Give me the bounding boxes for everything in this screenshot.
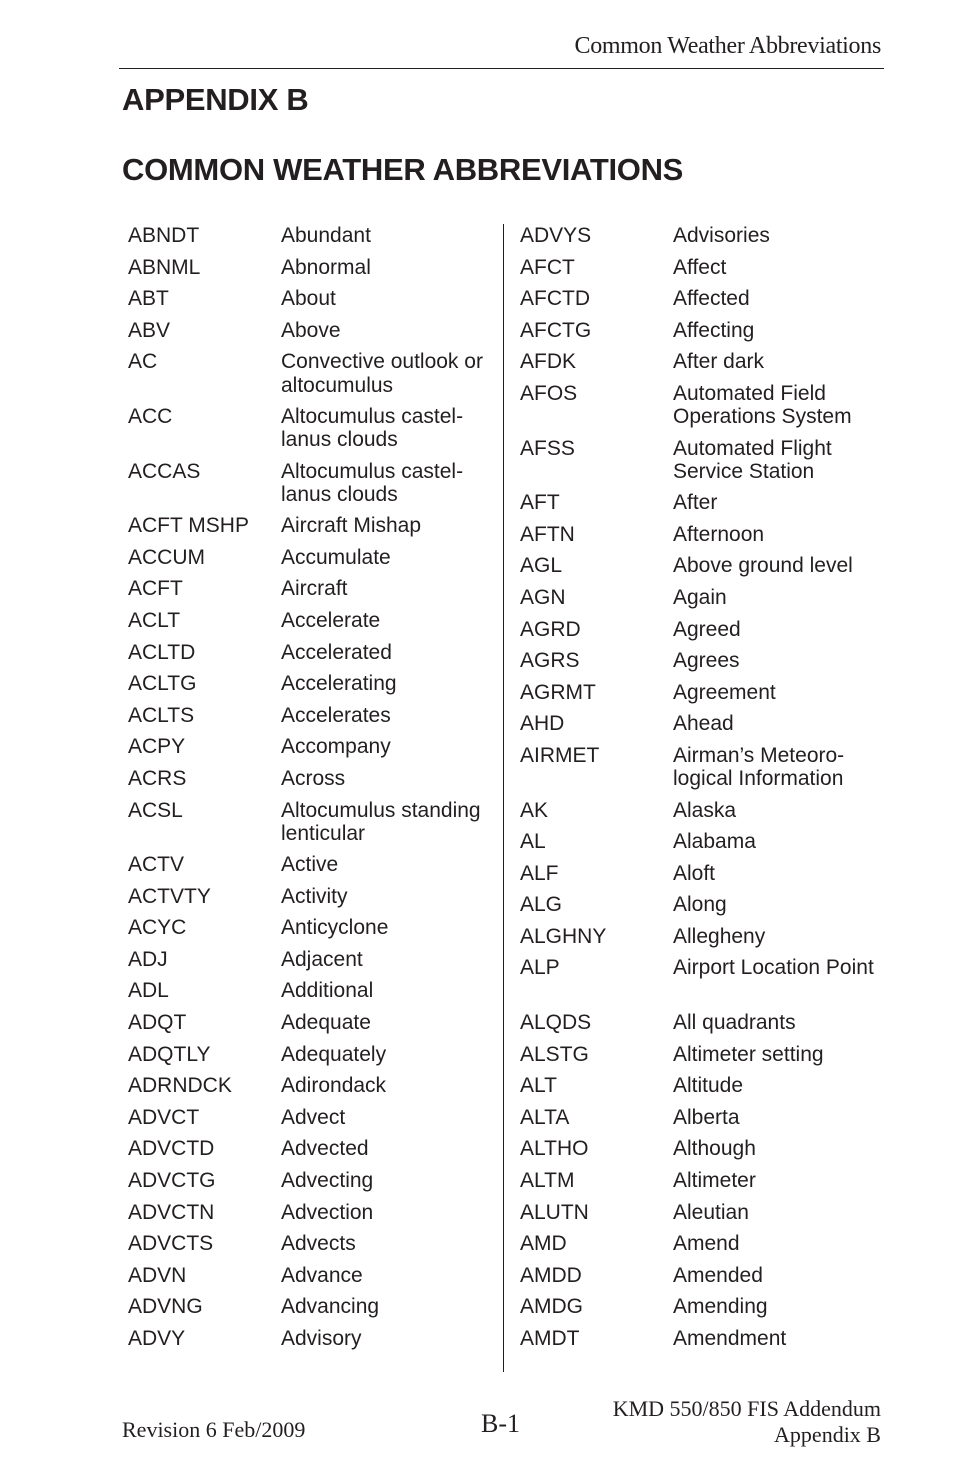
abbreviation-entry	[520, 1137, 880, 1169]
abbreviation: ADVY	[128, 1327, 186, 1350]
abbreviation: ADVYS	[520, 224, 592, 247]
abbreviation-meaning: Accelerates	[281, 703, 391, 727]
abbreviation-entry	[128, 916, 488, 948]
abbreviation-meaning: Amend	[673, 1232, 740, 1256]
abbreviation: ADVCT	[128, 1105, 200, 1129]
abbreviation: ALQDS	[520, 1011, 592, 1035]
abbreviation: AGL	[520, 554, 563, 578]
abbreviation-meaning: Accumulate	[281, 545, 391, 569]
abbreviation-entry	[520, 956, 880, 1011]
abbreviation-entry	[520, 681, 880, 713]
abbreviation-meaning: Afternoon	[673, 522, 765, 546]
abbreviation: ABT	[128, 287, 169, 311]
abbreviation-entry	[520, 1169, 880, 1201]
abbreviation: ALG	[520, 893, 563, 917]
abbreviation-meaning: Across	[281, 766, 346, 790]
abbreviation-meaning: Adjacent	[281, 947, 363, 971]
abbreviation-entry	[128, 1327, 488, 1359]
abbreviation-meaning: Aloft	[673, 861, 716, 885]
abbreviation-entry	[128, 1232, 488, 1264]
abbreviation-meaning: Advects	[281, 1232, 356, 1256]
abbreviation-entry	[520, 437, 880, 492]
abbreviation-entry	[520, 1074, 880, 1106]
abbreviation: ACRS	[128, 766, 187, 790]
abbreviation: AGN	[520, 585, 566, 609]
abbreviation-meaning: Alberta	[673, 1105, 740, 1129]
abbreviation-entry	[128, 853, 488, 885]
abbreviation-meaning: Advancing	[281, 1295, 380, 1319]
abbreviation: ACCUM	[128, 545, 205, 569]
revision-label: Revision 6 Feb/2009	[122, 1417, 306, 1442]
abbreviation-meaning: Although	[673, 1137, 756, 1161]
abbreviation-entry	[128, 885, 488, 917]
abbreviation-meaning: Advisories	[673, 224, 770, 247]
abbreviation-entry	[520, 256, 880, 288]
abbreviation: AFTN	[520, 522, 575, 546]
abbreviation-meaning: Advisory	[281, 1327, 362, 1350]
abbreviation-meaning: Accelerate	[281, 608, 381, 632]
abbreviation-entry	[128, 224, 488, 256]
abbreviation-entry	[128, 609, 488, 641]
abbreviation: ADVCTN	[128, 1200, 215, 1224]
abbreviation: ALF	[520, 861, 559, 885]
abbreviation-column-right	[520, 224, 880, 1359]
abbreviation: ACTV	[128, 853, 185, 877]
abbreviation-meaning: After dark	[673, 350, 765, 374]
abbreviation-entry	[128, 1264, 488, 1296]
abbreviation-entry	[520, 799, 880, 831]
abbreviation: AFCTD	[520, 287, 590, 311]
abbreviation-meaning: After	[673, 491, 718, 515]
abbreviation: AL	[520, 830, 546, 854]
abbreviation: ADQTLY	[128, 1042, 211, 1066]
abbreviation-entry	[128, 1043, 488, 1075]
abbreviation: ABNDT	[128, 224, 200, 247]
abbreviation-entry	[520, 862, 880, 894]
abbreviation-meaning: Anticyclone	[281, 916, 389, 940]
abbreviation: ACLT	[128, 608, 181, 632]
abbreviation-meaning: Adequately	[281, 1042, 387, 1066]
abbreviation-meaning: Automated Flight Service Station	[673, 436, 832, 484]
abbreviation: AMDD	[520, 1263, 582, 1287]
abbreviation: ADL	[128, 979, 169, 1003]
document-subtitle-line: Appendix B	[774, 1422, 881, 1447]
abbreviation-entry	[128, 767, 488, 799]
abbreviation-meaning: Abnormal	[281, 255, 371, 279]
abbreviation-entry	[520, 1264, 880, 1296]
abbreviation-entry	[520, 1295, 880, 1327]
abbreviation-entry	[128, 672, 488, 704]
abbreviation-entry	[520, 830, 880, 862]
abbreviation-entry	[128, 1201, 488, 1233]
abbreviation-meaning: Ahead	[673, 712, 734, 736]
abbreviation: AHD	[520, 712, 565, 736]
abbreviation-entry	[128, 1106, 488, 1138]
abbreviation-meaning: Agreement	[673, 680, 776, 704]
abbreviation-meaning: Amending	[673, 1295, 768, 1319]
abbreviation-meaning: All quadrants	[673, 1011, 796, 1035]
abbreviation-meaning: About	[281, 287, 336, 311]
abbreviation-meaning: Altimeter	[673, 1169, 756, 1193]
abbreviation-meaning: Affect	[673, 255, 727, 279]
abbreviation-entry	[520, 523, 880, 555]
abbreviation: ACFT	[128, 577, 183, 601]
abbreviation-entry	[128, 948, 488, 980]
abbreviation-entry	[520, 1011, 880, 1043]
abbreviation: ADVCTS	[128, 1232, 214, 1256]
abbreviation-meaning: Above	[281, 318, 341, 342]
abbreviation: AGRS	[520, 649, 580, 673]
abbreviation-entry	[520, 224, 880, 256]
abbreviation: ALTA	[520, 1105, 570, 1129]
abbreviation: AMDT	[520, 1327, 580, 1350]
abbreviation: AGRMT	[520, 680, 596, 704]
abbreviation: AIRMET	[520, 743, 600, 767]
abbreviation-entry	[128, 577, 488, 609]
abbreviation: ADQT	[128, 1011, 187, 1035]
abbreviation-entry	[520, 554, 880, 586]
abbreviation: AFSS	[520, 436, 575, 460]
abbreviation-meaning: Above ground level	[673, 554, 853, 578]
abbreviation-meaning: Altocumulus standing lenticular	[281, 798, 481, 845]
abbreviation-meaning: Airman’s Meteoro-logical Information	[673, 743, 845, 791]
abbreviation: ALGHNY	[520, 924, 607, 948]
abbreviation-column-left	[128, 224, 488, 1359]
abbreviation: ADVN	[128, 1263, 187, 1287]
abbreviation-meaning: Adequate	[281, 1011, 371, 1035]
abbreviation-entry	[128, 641, 488, 673]
document-title-line: KMD 550/850 FIS Addendum	[612, 1396, 881, 1421]
abbreviation-meaning: Activity	[281, 884, 348, 908]
abbreviation: ALSTG	[520, 1042, 589, 1066]
abbreviation-meaning: Advance	[281, 1263, 363, 1287]
abbreviation: AFOS	[520, 381, 578, 405]
abbreviation-entry	[520, 287, 880, 319]
abbreviation-entry	[520, 712, 880, 744]
abbreviation: AK	[520, 798, 549, 822]
abbreviation: AFT	[520, 491, 560, 515]
abbreviation-meaning: Alabama	[673, 830, 756, 854]
abbreviation-meaning: Along	[673, 893, 727, 917]
abbreviation: ALP	[520, 956, 560, 980]
abbreviation: ACTVTY	[128, 884, 211, 908]
abbreviation-entry	[520, 1327, 880, 1359]
abbreviation-entry	[128, 799, 488, 854]
abbreviation: ADJ	[128, 947, 168, 971]
abbreviation-meaning: Alaska	[673, 798, 737, 822]
abbreviation-meaning: Altocumulus castel-lanus clouds	[281, 404, 464, 452]
abbreviation-entry	[520, 925, 880, 957]
abbreviation-entry	[128, 1169, 488, 1201]
abbreviation: ACPY	[128, 735, 186, 759]
abbreviation-entry	[128, 735, 488, 767]
abbreviation-meaning: Automated Field Operations System	[673, 381, 852, 429]
abbreviation-entry	[128, 460, 488, 515]
abbreviation-meaning: Advected	[281, 1137, 369, 1161]
abbreviation: ACLTS	[128, 703, 195, 727]
abbreviation-meaning: Altimeter setting	[673, 1042, 824, 1066]
abbreviation-meaning: Aleutian	[673, 1200, 749, 1224]
abbreviation-meaning: Aircraft	[281, 577, 348, 601]
abbreviation: ALTHO	[520, 1137, 589, 1161]
abbreviation: ADVNG	[128, 1295, 203, 1319]
appendix-label: APPENDIX B	[122, 82, 309, 117]
abbreviation-entry	[128, 405, 488, 460]
abbreviation-entry	[520, 586, 880, 618]
abbreviation-entry	[128, 1295, 488, 1327]
abbreviation: ACC	[128, 404, 173, 428]
page-number: B-1	[481, 1409, 520, 1438]
abbreviation-entry	[520, 1106, 880, 1138]
abbreviation-entry	[128, 546, 488, 578]
abbreviation-entry	[128, 1137, 488, 1169]
abbreviation-meaning: Aircraft Mishap	[281, 514, 422, 538]
abbreviation-meaning: Advect	[281, 1105, 346, 1129]
abbreviation: ABNML	[128, 255, 201, 279]
abbreviation-meaning: Advecting	[281, 1169, 374, 1193]
abbreviation: ACCAS	[128, 459, 201, 483]
abbreviation-entry	[520, 649, 880, 681]
abbreviation: ADVCTD	[128, 1137, 215, 1161]
abbreviation-meaning: Convective outlook or altocumulus	[281, 350, 483, 397]
column-divider	[503, 224, 504, 1372]
abbreviation: AFCTG	[520, 318, 592, 342]
abbreviation: AMDG	[520, 1295, 583, 1319]
abbreviation: AGRD	[520, 617, 581, 641]
abbreviation-meaning: Amended	[673, 1263, 763, 1287]
abbreviation: AFCT	[520, 255, 575, 279]
abbreviation-entry	[520, 319, 880, 351]
abbreviation: ACYC	[128, 916, 187, 940]
abbreviation-entry	[128, 287, 488, 319]
abbreviation-meaning: Accompany	[281, 735, 391, 759]
abbreviation: AC	[128, 350, 158, 374]
abbreviation-entry	[520, 382, 880, 437]
abbreviation-entry	[520, 491, 880, 523]
abbreviation-meaning: Affected	[673, 287, 750, 311]
abbreviation-entry	[128, 350, 488, 405]
abbreviation-entry	[128, 256, 488, 288]
abbreviation: ALT	[520, 1074, 557, 1098]
abbreviation-entry	[520, 1201, 880, 1233]
abbreviation-meaning: Airport Location Point	[673, 956, 874, 980]
abbreviation-meaning: Adirondack	[281, 1074, 387, 1098]
abbreviation-entry	[128, 514, 488, 546]
document-title	[613, 1396, 881, 1448]
abbreviation: ALUTN	[520, 1200, 589, 1224]
abbreviation-meaning: Advection	[281, 1200, 374, 1224]
abbreviation-entry	[128, 1011, 488, 1043]
abbreviation: AMD	[520, 1232, 567, 1256]
abbreviation-entry	[520, 1043, 880, 1075]
abbreviation: ADVCTG	[128, 1169, 216, 1193]
abbreviation-entry	[520, 1232, 880, 1264]
section-title: COMMON WEATHER ABBREVIATIONS	[122, 152, 684, 187]
abbreviation-meaning: Agrees	[673, 649, 740, 673]
abbreviation-entry	[128, 704, 488, 736]
abbreviation-meaning: Allegheny	[673, 924, 766, 948]
abbreviation-meaning: Agreed	[673, 617, 741, 641]
abbreviation-meaning: Altocumulus castel-lanus clouds	[281, 459, 464, 507]
abbreviation-entry	[128, 979, 488, 1011]
abbreviation-entry	[520, 618, 880, 650]
abbreviation: ACSL	[128, 798, 183, 822]
abbreviation-meaning: Abundant	[281, 224, 371, 247]
abbreviation: ABV	[128, 318, 171, 342]
abbreviation: ALTM	[520, 1169, 575, 1193]
abbreviation-meaning: Accelerated	[281, 640, 392, 664]
abbreviation-entry	[128, 319, 488, 351]
abbreviation-entry	[520, 744, 880, 799]
abbreviation-meaning: Active	[281, 853, 339, 877]
abbreviation-meaning: Again	[673, 585, 727, 609]
abbreviation: ADRNDCK	[128, 1074, 232, 1098]
header-rule	[119, 68, 884, 69]
abbreviation: AFDK	[520, 350, 577, 374]
running-header: Common Weather Abbreviations	[574, 33, 881, 59]
abbreviation-meaning: Altitude	[673, 1074, 744, 1098]
abbreviation-entry	[520, 893, 880, 925]
abbreviation-meaning: Accelerating	[281, 672, 397, 696]
abbreviation-meaning: Additional	[281, 979, 374, 1003]
abbreviation-meaning: Affecting	[673, 318, 755, 342]
abbreviation-entry	[128, 1074, 488, 1106]
abbreviation-meaning: Amendment	[673, 1327, 787, 1350]
abbreviation: ACLTG	[128, 672, 197, 696]
abbreviation-entry	[520, 350, 880, 382]
abbreviation: ACLTD	[128, 640, 196, 664]
abbreviation: ACFT MSHP	[128, 514, 249, 538]
